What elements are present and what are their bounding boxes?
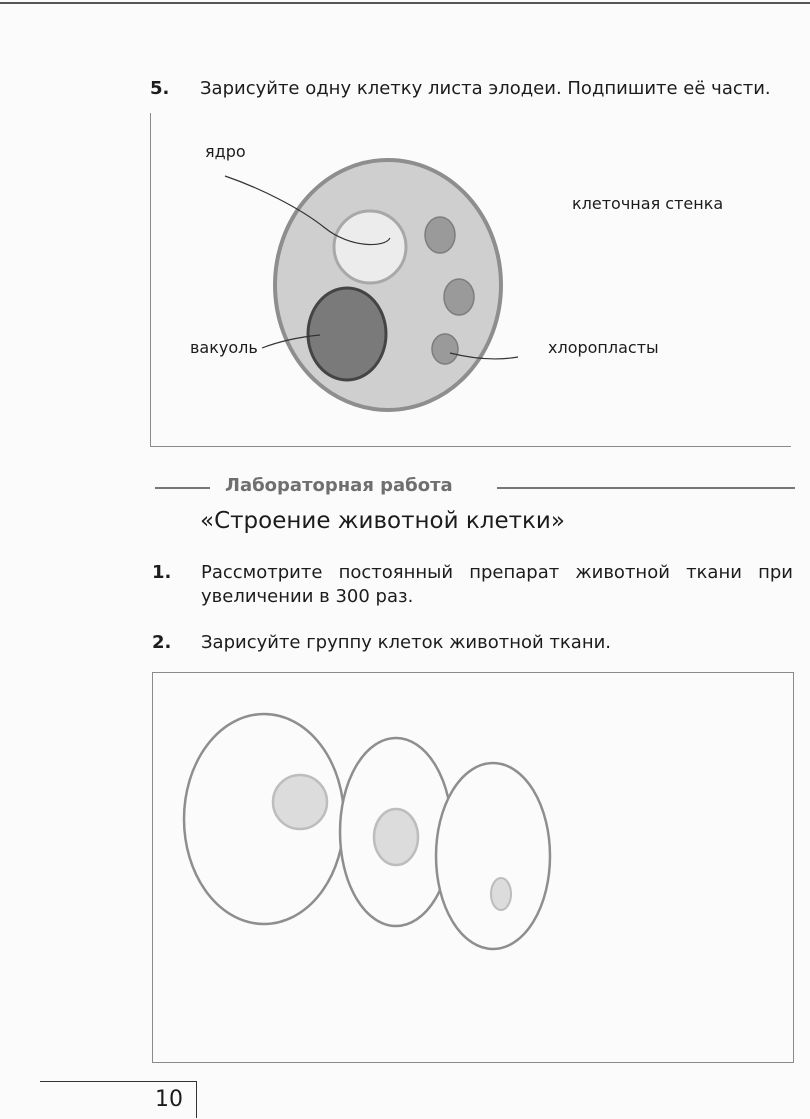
animal-cell-1-nucleus	[273, 775, 327, 829]
chloroplast-2	[444, 279, 474, 315]
step2-text: Зарисуйте группу клеток животной ткани.	[201, 632, 612, 653]
header-rule-left	[155, 487, 210, 489]
task5-text: Зарисуйте одну клетку листа элодеи. Подпишите её части.	[200, 78, 771, 99]
nucleus-shape	[334, 211, 406, 283]
step2-number: 2.	[152, 632, 172, 653]
animal-cell-3-nucleus	[491, 878, 511, 910]
lab-title: «Строение животной клетки»	[200, 508, 565, 534]
label-vacuole: вакуоль	[190, 338, 258, 357]
step1-line1: Рассмотрите постоянный препарат животной ткани при	[201, 562, 793, 583]
vacuole-shape	[308, 288, 386, 380]
chloroplast-1	[425, 217, 455, 253]
label-chloroplasts: хлоропласты	[548, 338, 659, 357]
animal-cell-3	[436, 763, 550, 949]
animal-cells-diagram	[152, 672, 797, 1064]
page-number: 10	[155, 1087, 183, 1112]
step1-number: 1.	[152, 562, 172, 583]
chloroplast-3	[432, 334, 458, 364]
top-edge-rule	[0, 0, 810, 8]
header-rule-right	[497, 487, 795, 489]
task5-number: 5.	[150, 78, 170, 99]
lab-work-label: Лабораторная работа	[225, 475, 453, 496]
lab-work-header	[155, 475, 795, 499]
step1-line2: увеличении в 300 раз.	[201, 586, 414, 607]
label-cell-wall: клеточная стенка	[572, 194, 724, 213]
plant-cell-diagram	[150, 113, 795, 448]
label-nucleus: ядро	[205, 142, 246, 161]
animal-cell-2-nucleus	[374, 809, 418, 865]
